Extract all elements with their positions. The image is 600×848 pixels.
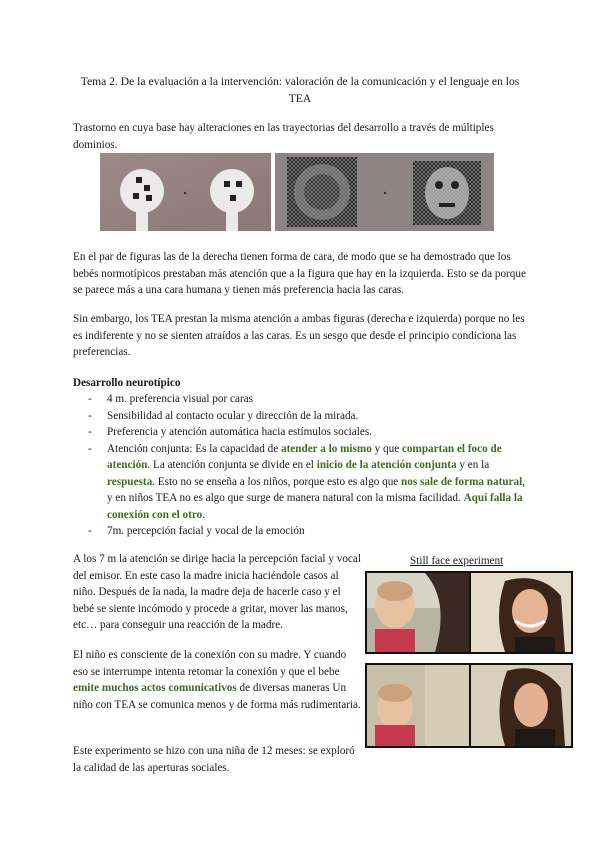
list-item: - 4 m. preferencia visual por caras (73, 391, 533, 408)
list-item: - Sensibilidad al contacto ocular y dirección de la mirada. (73, 408, 533, 425)
highlight: Aquí falla la conexión con el otro (107, 492, 523, 521)
neurotypical-list (73, 391, 533, 540)
face-stimuli-left-image (100, 153, 271, 231)
highlight: compartan el foco de atención (107, 442, 502, 471)
list-item: - 7m. percepción facial y vocal de la emoción (73, 523, 533, 540)
faces-paragraph: En el par de figuras las de la derecha tienen forma de cara, de modo que se ha demostrado que los bebés normotípicos prestaban más atención que a la figura que hay en la izquierda. Esto se da porque se parece más a una cara humana y tienen más preferencia hacia las caras. (73, 251, 526, 296)
still-face-photo-top (365, 571, 573, 654)
connection-paragraph (73, 647, 363, 713)
text: y que (371, 442, 402, 455)
list-item-joint-attention (73, 441, 533, 524)
section-heading: Desarrollo neurotípico (73, 377, 181, 389)
highlight: nos sale de forma natural (401, 475, 523, 488)
experiment-paragraph: Este experimento se hizo con una niña de 12 meses: se exploró la calidad de las aperturas sociales. (73, 745, 355, 774)
tea-paragraph: Sin embargo, los TEA prestan la misma atención a ambas figuras (derecha e izquierda) porque no les es indiferente y no se sienten atraídos a las caras. Es un sesgo que desde el principio condiciona las preferencias. (73, 313, 525, 358)
still-face-photo-bottom (365, 663, 573, 748)
text: y en la (456, 459, 490, 471)
text: . (202, 508, 205, 521)
face-stimuli-right-image (275, 153, 494, 231)
seven-months-paragraph: A los 7 m la atención se dirige hacia la percepción facial y vocal del emisor. En este caso la madre inicia haciéndole casos al niño. Después de la nada, la madre deja de hacerle caso y el bebé se siente incómodo y procede a gritar, mover las manos, etc… para conseguir una reacción de la madre. (73, 553, 361, 631)
page-title: Tema 2. De la evaluación a la intervención: valoración de la comunicación y el lenguaje en los TEA (80, 75, 520, 105)
text: de diversas maneras Un niño con TEA se comunica menos y de forma más rudimentaria. (73, 682, 361, 711)
figure-caption: Still face experiment (410, 555, 504, 567)
highlight: respuesta (107, 475, 153, 488)
text: El niño es consciente de la conexión con su madre. Y cuando eso se interrumpe intenta retomar la conexión y que el bebe (73, 649, 347, 678)
list-item: - Preferencia y atención automática hacia estímulos sociales. (73, 424, 533, 441)
text: . Esto no se enseña a los niños, porque esto es algo que (152, 475, 402, 488)
highlight: inicio de la atención conjunta (316, 459, 457, 471)
text: , y en niños TEA no es algo que surge de manera natural con la misma facilidad. (107, 475, 526, 504)
intro-paragraph: Trastorno en cuya base hay alteraciones en las trayectorias del desarrollo a través de múltiples dominios. (73, 122, 494, 151)
highlight: atender a lo mismo (280, 442, 372, 455)
text: Atención conjunta: Es la capacidad de (107, 442, 281, 455)
highlight: emite muchos actos comunicativos (73, 682, 237, 694)
text: . La atención conjunta se divide en el (147, 459, 317, 471)
